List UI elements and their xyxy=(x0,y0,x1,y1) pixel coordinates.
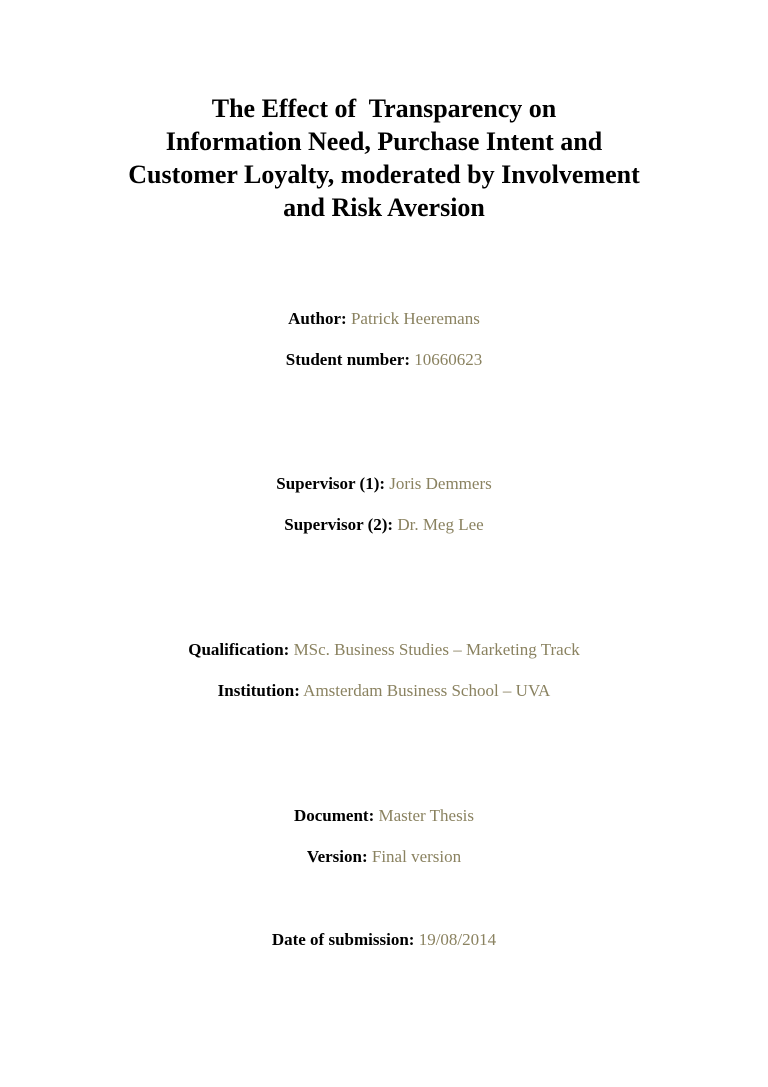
document-type-value: Master Thesis xyxy=(378,806,475,825)
title-line-1: The Effect of Transparency on xyxy=(211,94,557,123)
supervisor-1-value: Joris Demmers xyxy=(389,474,492,493)
institution-label: Institution: xyxy=(217,681,300,700)
student-number-field xyxy=(0,349,768,371)
submission-date-label: Date of submission: xyxy=(271,930,415,949)
author-field xyxy=(0,308,768,330)
supervisor-2-value: Dr. Meg Lee xyxy=(397,515,484,534)
supervisor-1-field xyxy=(0,473,768,495)
qualification-label: Qualification: xyxy=(188,640,290,659)
document-type-field xyxy=(0,805,768,827)
submission-date-field xyxy=(0,929,768,951)
version-value: Final version xyxy=(371,847,462,866)
qualification-value: MSc. Business Studies – Marketing Track xyxy=(293,640,580,659)
student-number-value: 10660623 xyxy=(414,350,483,369)
institution-value: Amsterdam Business School – UVA xyxy=(303,681,551,700)
supervisor-1-label: Supervisor (1): xyxy=(276,474,386,493)
title-line-4: and Risk Aversion xyxy=(283,193,485,222)
author-value: Patrick Heeremans xyxy=(350,309,480,328)
version-field xyxy=(0,846,768,868)
version-label: Version: xyxy=(306,847,368,866)
supervisor-2-label: Supervisor (2): xyxy=(284,515,394,534)
author-label: Author: xyxy=(288,309,347,328)
title-line-3: Customer Loyalty, moderated by Involvement xyxy=(128,160,640,189)
title-line-2: Information Need, Purchase Intent and xyxy=(165,127,603,156)
document-type-label: Document: xyxy=(293,806,375,825)
submission-date-value: 19/08/2014 xyxy=(418,930,497,949)
document-title xyxy=(0,92,768,224)
student-number-label: Student number: xyxy=(285,350,410,369)
supervisor-2-field xyxy=(0,514,768,536)
qualification-field xyxy=(0,639,768,661)
institution-field xyxy=(0,680,768,702)
